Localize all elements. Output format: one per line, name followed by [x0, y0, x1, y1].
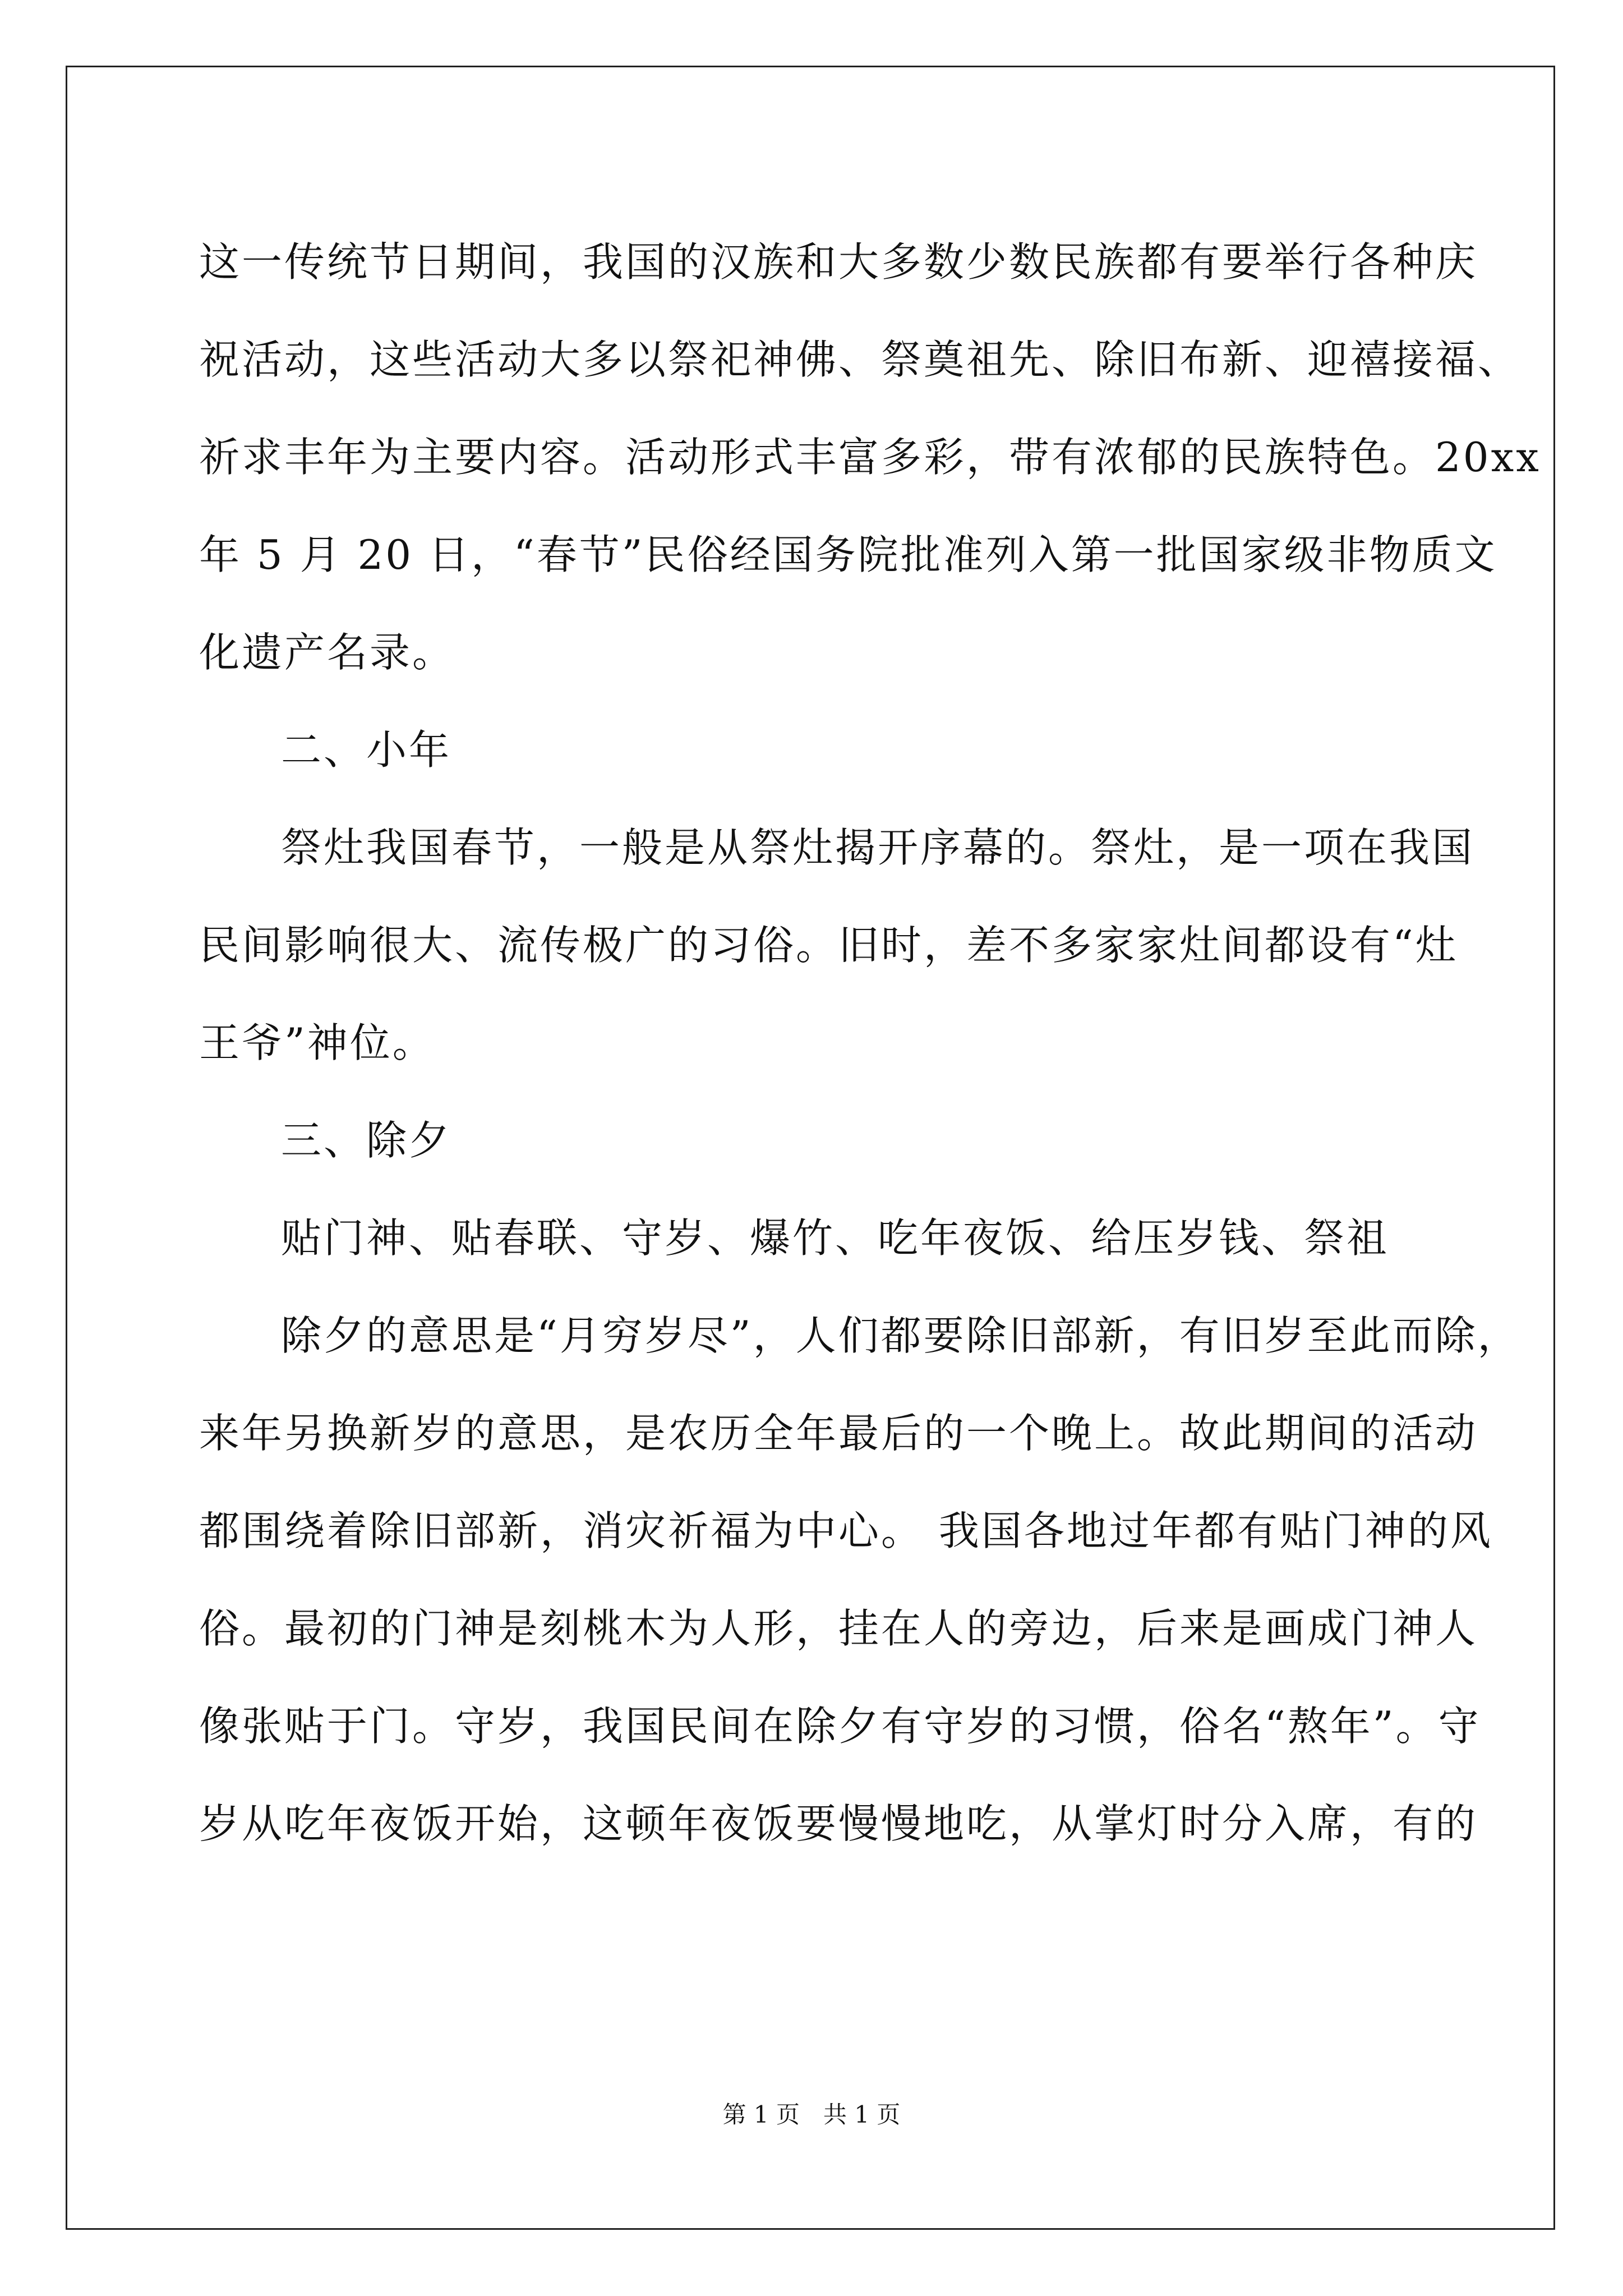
text-line: 祝活动，这些活动大多以祭祀神佛、祭奠祖先、除旧布新、迎禧接福、: [199, 336, 1521, 383]
section-heading: 三、除夕: [281, 1117, 452, 1164]
page-footer: [0, 2098, 1623, 2132]
text-line: 像张贴于门。守岁，我国民间在除夕有守岁的习惯，俗名“熬年”。守: [199, 1703, 1481, 1750]
text-line: 除夕的意思是“月穷岁尽”，人们都要除旧部新，有旧岁至此而除，: [281, 1312, 1520, 1359]
text-line: 年 5 月 20 日，“春节”民俗经国务院批准列入第一批国家级非物质文: [199, 531, 1497, 578]
text-line: 岁从吃年夜饭开始，这顿年夜饭要慢慢地吃，从掌灯时分入席，有的: [199, 1800, 1478, 1847]
text-line: 都围绕着除旧部新，消灾祈福为中心。 我国各地过年都有贴门神的风: [199, 1507, 1493, 1554]
text-line: 来年另换新岁的意思，是农历全年最后的一个晚上。故此期间的活动: [199, 1410, 1478, 1457]
text-line: 祈求丰年为主要内容。活动形式丰富多彩，带有浓郁的民族特色。20xx: [199, 434, 1541, 481]
text-line: 俗。最初的门神是刻桃木为人形，挂在人的旁边，后来是画成门神人: [199, 1605, 1478, 1652]
text-line: 民间影响很大、流传极广的习俗。旧时，差不多家家灶间都设有“灶: [199, 922, 1458, 969]
page-total: 共 1 页: [823, 2101, 901, 2128]
text-line: 化遗产名录。: [199, 629, 455, 676]
text-line: 这一传统节日期间，我国的汉族和大多数少数民族都有要举行各种庆: [199, 238, 1478, 286]
text-line: 王爷”神位。: [199, 1019, 435, 1066]
section-heading: 二、小年: [281, 726, 452, 774]
text-line: 贴门神、贴春联、守岁、爆竹、吃年夜饭、给压岁钱、祭祖: [281, 1214, 1390, 1262]
page-number: 第 1 页: [722, 2101, 800, 2128]
document-body: [199, 213, 1541, 1872]
text-line: 祭灶我国春节，一般是从祭灶揭开序幕的。祭灶，是一项在我国: [281, 824, 1475, 871]
